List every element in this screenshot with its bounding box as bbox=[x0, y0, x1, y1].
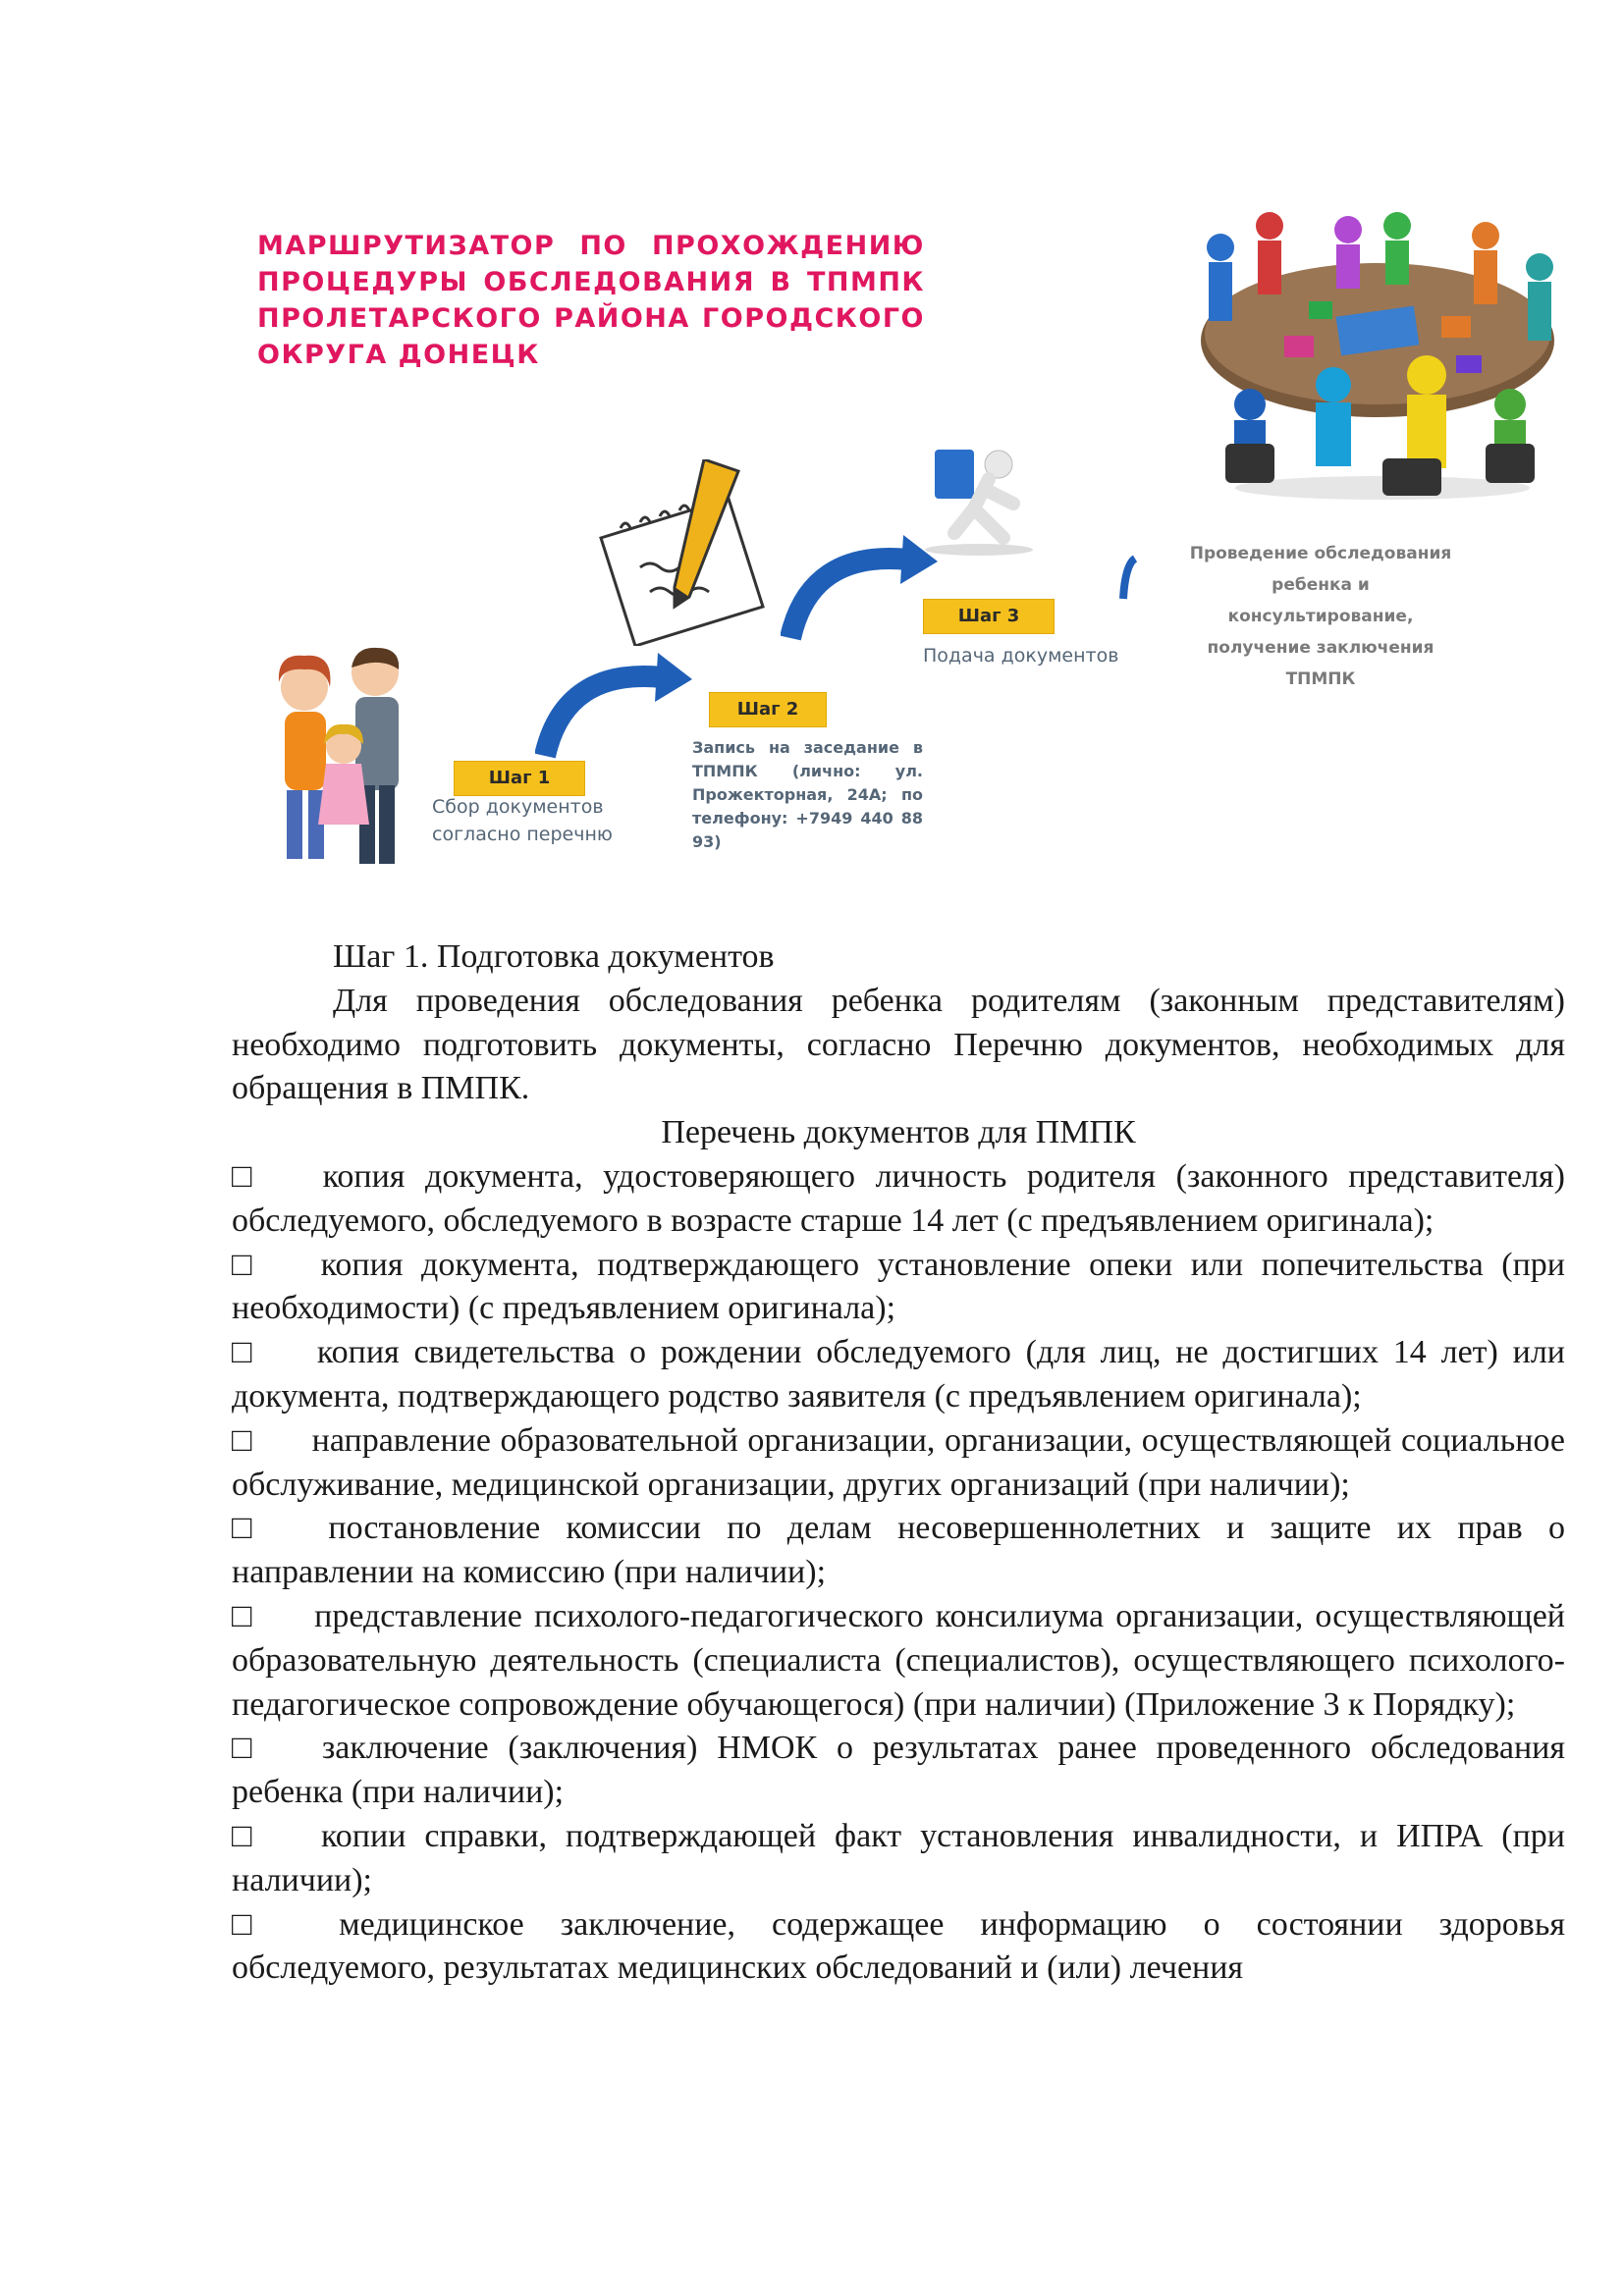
notepad-pencil-image bbox=[581, 459, 778, 646]
page-title: МАРШРУТИЗАТОР ПО ПРОХОЖДЕНИЮ ПРОЦЕДУРЫ ОБСЛЕДОВАНИЯ В ТПМПК ПРОЛЕТАРСКОГО РАЙОНА ГОРОДСКОГО ОКРУГА ДОНЕЦК bbox=[257, 231, 925, 370]
document-list bbox=[232, 1155, 1565, 1991]
list-item bbox=[232, 1155, 1565, 1244]
arrow-icon bbox=[535, 648, 692, 766]
step-3-text: Подача документов bbox=[923, 645, 1119, 667]
list-item bbox=[232, 1903, 1565, 1992]
step-2-badge: Шаг 2 bbox=[709, 692, 827, 727]
checkbox-bullet-icon: □ bbox=[232, 1597, 256, 1634]
list-item bbox=[232, 1727, 1565, 1815]
checkbox-bullet-icon: □ bbox=[232, 1510, 270, 1547]
arrow-icon bbox=[1119, 555, 1139, 604]
checkbox-bullet-icon: □ bbox=[232, 1817, 263, 1854]
checkbox-bullet-icon: □ bbox=[232, 1157, 264, 1195]
list-item-text: копия документа, удостоверяющего личность родителя (законного представителя) обследуемого, обследуемого в возрасте старше 14 лет (с предъявлением оригинала); bbox=[232, 1157, 1565, 1239]
checkbox-bullet-icon: □ bbox=[232, 1905, 281, 1943]
list-item bbox=[232, 1595, 1565, 1727]
document-body bbox=[232, 935, 1565, 1991]
list-item bbox=[232, 1331, 1565, 1419]
list-title: Перечень документов для ПМПК bbox=[661, 1114, 1136, 1151]
list-item bbox=[232, 1507, 1565, 1595]
list-item-text: медицинское заключение, содержащее информацию о состоянии здоровья обследуемого, результатах медицинских обследований и (или) лечения bbox=[232, 1905, 1565, 1987]
step-1-badge: Шаг 1 bbox=[454, 761, 585, 796]
list-item bbox=[232, 1815, 1565, 1903]
list-item-text: копия документа, подтверждающего установление опеки или попечительства (при необходимости) (с предъявлением оригинала); bbox=[232, 1246, 1565, 1327]
list-item-text: заключение (заключения) НМОК о результатах ранее проведенного обследования ребенка (при наличии); bbox=[232, 1730, 1565, 1811]
step-heading: Шаг 1. Подготовка документов bbox=[333, 938, 775, 975]
meeting-caption: Проведение обследования ребенка и консультирование, получение заключения ТПМПК bbox=[1189, 544, 1452, 689]
checkbox-bullet-icon: □ bbox=[232, 1334, 258, 1371]
checkbox-bullet-icon: □ bbox=[232, 1246, 262, 1283]
checkbox-bullet-icon: □ bbox=[232, 1421, 253, 1459]
checkbox-bullet-icon: □ bbox=[232, 1730, 263, 1767]
list-item-text: представление психолого-педагогического консилиума организации, осуществляющей образовательную деятельность (специалиста (специалистов), осуществляющего психолого-педагогическое сопровождение обучающегося) (при наличии) (Приложение 3 к Порядку); bbox=[232, 1597, 1565, 1723]
list-item bbox=[232, 1419, 1565, 1508]
arrow-icon bbox=[781, 530, 938, 648]
list-item bbox=[232, 1244, 1565, 1332]
list-item-text: копии справки, подтверждающей факт установления инвалидности, и ИПРА (при наличии); bbox=[232, 1817, 1565, 1898]
meeting-table-image bbox=[1191, 208, 1566, 503]
intro-paragraph: Для проведения обследования ребенка родителям (законным представителям) необходимо подготовить документы, согласно Перечню документов, необходимых для обращения в ПМПК. bbox=[232, 982, 1565, 1107]
step-3-badge: Шаг 3 bbox=[923, 599, 1055, 634]
family-illustration bbox=[257, 638, 434, 874]
list-item-text: постановление комиссии по делам несовершеннолетних и защите их прав о направлении на комиссию (при наличии); bbox=[232, 1510, 1565, 1591]
list-item-text: направление образовательной организации, организации, осуществляющей социальное обслуживание, медицинской организации, других организаций (при наличии); bbox=[232, 1421, 1565, 1503]
list-item-text: копия свидетельства о рождении обследуемого (для лиц, не достигших 14 лет) или документа, подтверждающего родство заявителя (с предъявлением оригинала); bbox=[232, 1334, 1565, 1415]
step-1-text: Сбор документов согласно перечню bbox=[432, 796, 613, 845]
step-2-text: Запись на заседание в ТПМПК (лично: ул. Прожекторная, 24А; по телефону: +7949 440 88 93) bbox=[692, 738, 923, 851]
